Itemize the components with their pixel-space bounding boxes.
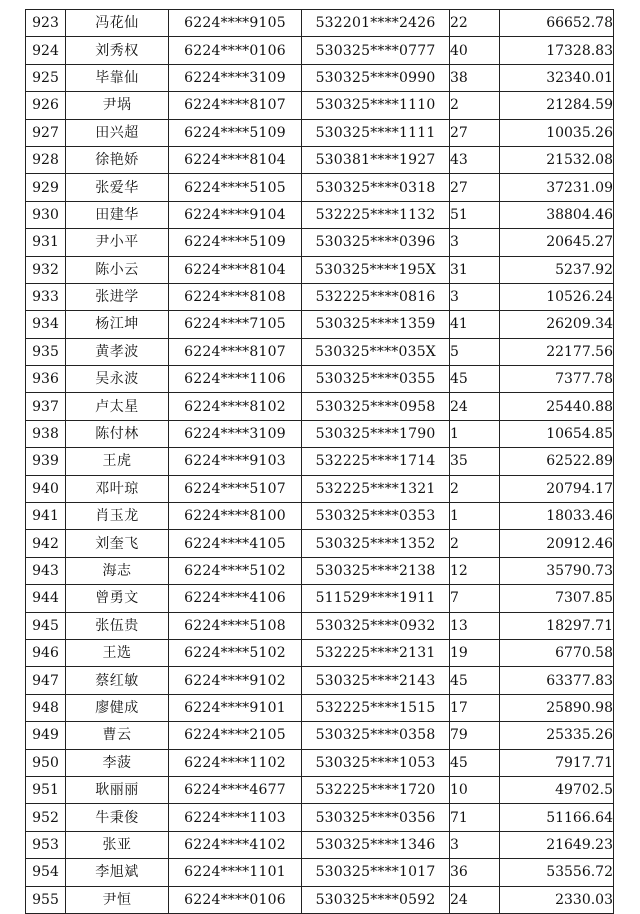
table-row [26,283,614,310]
table-row [26,37,614,64]
id-number: 530325****0777 [302,37,450,64]
table-row [26,119,614,146]
person-name: 王虎 [66,448,169,475]
count-value: 13 [450,612,500,639]
table-row [26,256,614,283]
card-number: 6224****7105 [169,311,302,338]
amount-value: 18033.46 [500,503,614,530]
row-number: 939 [26,448,66,475]
id-number: 532225****1515 [302,694,450,721]
count-value: 35 [450,448,500,475]
person-name: 耿丽丽 [66,776,169,803]
amount-value: 10035.26 [500,119,614,146]
card-number: 6224****8102 [169,393,302,420]
table-row [26,448,614,475]
amount-value: 25890.98 [500,694,614,721]
id-number: 530325****0353 [302,503,450,530]
amount-value: 7917.71 [500,749,614,776]
table-row [26,639,614,666]
card-number: 6224****5108 [169,612,302,639]
count-value: 17 [450,694,500,721]
table-row [26,366,614,393]
person-name: 李旭斌 [66,859,169,886]
person-name: 曹云 [66,722,169,749]
amount-value: 37231.09 [500,174,614,201]
table-row [26,92,614,119]
id-number: 532225****1720 [302,776,450,803]
amount-value: 26209.34 [500,311,614,338]
card-number: 6224****4677 [169,776,302,803]
amount-value: 20794.17 [500,475,614,502]
count-value: 24 [450,393,500,420]
card-number: 6224****5102 [169,557,302,584]
person-name: 尹恒 [66,886,169,913]
person-name: 邓叶琼 [66,475,169,502]
count-value: 41 [450,311,500,338]
count-value: 40 [450,37,500,64]
card-number: 6224****3109 [169,64,302,91]
count-value: 79 [450,722,500,749]
card-number: 6224****4105 [169,530,302,557]
row-number: 953 [26,831,66,858]
row-number: 938 [26,420,66,447]
card-number: 6224****1102 [169,749,302,776]
count-value: 3 [450,283,500,310]
table-row [26,557,614,584]
card-number: 6224****5109 [169,229,302,256]
person-name: 张进学 [66,283,169,310]
card-number: 6224****1103 [169,804,302,831]
table-row [26,420,614,447]
table-row [26,831,614,858]
amount-value: 32340.01 [500,64,614,91]
amount-value: 17328.83 [500,37,614,64]
amount-value: 49702.5 [500,776,614,803]
id-number: 530325****1053 [302,749,450,776]
count-value: 31 [450,256,500,283]
amount-value: 21284.59 [500,92,614,119]
id-number: 530325****1346 [302,831,450,858]
card-number: 6224****8107 [169,338,302,365]
table-row [26,667,614,694]
table-row [26,201,614,228]
person-name: 冯花仙 [66,10,169,37]
card-number: 6224****8100 [169,503,302,530]
id-number: 530325****2138 [302,557,450,584]
id-number: 530325****0932 [302,612,450,639]
person-name: 尹埚 [66,92,169,119]
person-name: 刘奎飞 [66,530,169,557]
id-number: 530325****1017 [302,859,450,886]
id-number: 530325****0396 [302,229,450,256]
amount-value: 22177.56 [500,338,614,365]
row-number: 950 [26,749,66,776]
card-number: 6224****1106 [169,366,302,393]
table-row [26,749,614,776]
count-value: 2 [450,475,500,502]
count-value: 2 [450,92,500,119]
amount-value: 10526.24 [500,283,614,310]
row-number: 947 [26,667,66,694]
row-number: 942 [26,530,66,557]
id-number: 532225****2131 [302,639,450,666]
person-name: 张爱华 [66,174,169,201]
table-row [26,10,614,37]
row-number: 933 [26,283,66,310]
person-name: 杨江坤 [66,311,169,338]
table-row [26,530,614,557]
id-number: 530325****0356 [302,804,450,831]
row-number: 949 [26,722,66,749]
amount-value: 7377.78 [500,366,614,393]
row-number: 929 [26,174,66,201]
person-name: 刘秀权 [66,37,169,64]
amount-value: 62522.89 [500,448,614,475]
id-number: 530381****1927 [302,146,450,173]
card-number: 6224****0106 [169,886,302,913]
id-number: 530325****035X [302,338,450,365]
row-number: 937 [26,393,66,420]
card-number: 6224****9102 [169,667,302,694]
count-value: 12 [450,557,500,584]
table-row [26,475,614,502]
amount-value: 6770.58 [500,639,614,666]
count-value: 27 [450,119,500,146]
person-name: 曾勇文 [66,585,169,612]
count-value: 45 [450,749,500,776]
person-name: 田建华 [66,201,169,228]
count-value: 38 [450,64,500,91]
count-value: 10 [450,776,500,803]
id-number: 530325****0592 [302,886,450,913]
row-number: 943 [26,557,66,584]
card-number: 6224****0106 [169,37,302,64]
card-number: 6224****3109 [169,420,302,447]
row-number: 944 [26,585,66,612]
card-number: 6224****4106 [169,585,302,612]
id-number: 530325****0958 [302,393,450,420]
card-number: 6224****5109 [169,119,302,146]
id-number: 532201****2426 [302,10,450,37]
id-number: 530325****0358 [302,722,450,749]
table-row [26,886,614,913]
table-row [26,146,614,173]
row-number: 948 [26,694,66,721]
row-number: 951 [26,776,66,803]
count-value: 22 [450,10,500,37]
id-number: 532225****1714 [302,448,450,475]
row-number: 932 [26,256,66,283]
row-number: 955 [26,886,66,913]
table-row [26,804,614,831]
table-row [26,722,614,749]
id-number: 530325****1111 [302,119,450,146]
id-number: 530325****0990 [302,64,450,91]
row-number: 924 [26,37,66,64]
person-name: 蔡红敏 [66,667,169,694]
amount-value: 38804.46 [500,201,614,228]
table-row [26,229,614,256]
amount-value: 2330.03 [500,886,614,913]
row-number: 935 [26,338,66,365]
amount-value: 53556.72 [500,859,614,886]
amount-value: 21649.23 [500,831,614,858]
card-number: 6224****5102 [169,639,302,666]
row-number: 928 [26,146,66,173]
roster-table [25,9,614,914]
row-number: 941 [26,503,66,530]
row-number: 923 [26,10,66,37]
count-value: 3 [450,229,500,256]
person-name: 张伍贵 [66,612,169,639]
row-number: 946 [26,639,66,666]
person-name: 尹小平 [66,229,169,256]
person-name: 徐艳娇 [66,146,169,173]
amount-value: 20912.46 [500,530,614,557]
row-number: 930 [26,201,66,228]
table-row [26,859,614,886]
id-number: 532225****0816 [302,283,450,310]
person-name: 田兴超 [66,119,169,146]
row-number: 925 [26,64,66,91]
id-number: 530325****1110 [302,92,450,119]
id-number: 530325****1790 [302,420,450,447]
card-number: 6224****9101 [169,694,302,721]
table-row [26,612,614,639]
row-number: 936 [26,366,66,393]
row-number: 934 [26,311,66,338]
person-name: 毕靠仙 [66,64,169,91]
table-row [26,174,614,201]
amount-value: 35790.73 [500,557,614,584]
row-number: 940 [26,475,66,502]
card-number: 6224****5107 [169,475,302,502]
amount-value: 63377.83 [500,667,614,694]
row-number: 954 [26,859,66,886]
amount-value: 25335.26 [500,722,614,749]
person-name: 廖健成 [66,694,169,721]
person-name: 王选 [66,639,169,666]
table-row [26,776,614,803]
count-value: 19 [450,639,500,666]
count-value: 27 [450,174,500,201]
amount-value: 20645.27 [500,229,614,256]
id-number: 532225****1321 [302,475,450,502]
count-value: 5 [450,338,500,365]
person-name: 吴永波 [66,366,169,393]
card-number: 6224****4102 [169,831,302,858]
amount-value: 51166.64 [500,804,614,831]
id-number: 530325****0318 [302,174,450,201]
card-number: 6224****8104 [169,146,302,173]
amount-value: 10654.85 [500,420,614,447]
count-value: 1 [450,420,500,447]
count-value: 3 [450,831,500,858]
count-value: 1 [450,503,500,530]
table-row [26,311,614,338]
person-name: 海志 [66,557,169,584]
person-name: 张亚 [66,831,169,858]
count-value: 45 [450,667,500,694]
card-number: 6224****9105 [169,10,302,37]
id-number: 511529****1911 [302,585,450,612]
person-name: 卢太星 [66,393,169,420]
card-number: 6224****2105 [169,722,302,749]
card-number: 6224****8108 [169,283,302,310]
table-row [26,338,614,365]
card-number: 6224****5105 [169,174,302,201]
table-row [26,585,614,612]
table-row [26,393,614,420]
count-value: 43 [450,146,500,173]
card-number: 6224****1101 [169,859,302,886]
count-value: 71 [450,804,500,831]
roster-body [26,10,614,914]
card-number: 6224****8107 [169,92,302,119]
id-number: 530325****2143 [302,667,450,694]
id-number: 532225****1132 [302,201,450,228]
table-row [26,694,614,721]
person-name: 牛秉俊 [66,804,169,831]
card-number: 6224****9103 [169,448,302,475]
id-number: 530325****195X [302,256,450,283]
person-name: 陈小云 [66,256,169,283]
amount-value: 21532.08 [500,146,614,173]
count-value: 24 [450,886,500,913]
person-name: 黄孝波 [66,338,169,365]
card-number: 6224****8104 [169,256,302,283]
table-row [26,64,614,91]
amount-value: 7307.85 [500,585,614,612]
amount-value: 18297.71 [500,612,614,639]
id-number: 530325****0355 [302,366,450,393]
count-value: 2 [450,530,500,557]
row-number: 927 [26,119,66,146]
row-number: 931 [26,229,66,256]
card-number: 6224****9104 [169,201,302,228]
count-value: 51 [450,201,500,228]
row-number: 945 [26,612,66,639]
amount-value: 5237.92 [500,256,614,283]
table-row [26,503,614,530]
person-name: 肖玉龙 [66,503,169,530]
count-value: 7 [450,585,500,612]
person-name: 陈付林 [66,420,169,447]
amount-value: 25440.88 [500,393,614,420]
id-number: 530325****1352 [302,530,450,557]
person-name: 李菠 [66,749,169,776]
count-value: 36 [450,859,500,886]
row-number: 952 [26,804,66,831]
id-number: 530325****1359 [302,311,450,338]
row-number: 926 [26,92,66,119]
amount-value: 66652.78 [500,10,614,37]
count-value: 45 [450,366,500,393]
